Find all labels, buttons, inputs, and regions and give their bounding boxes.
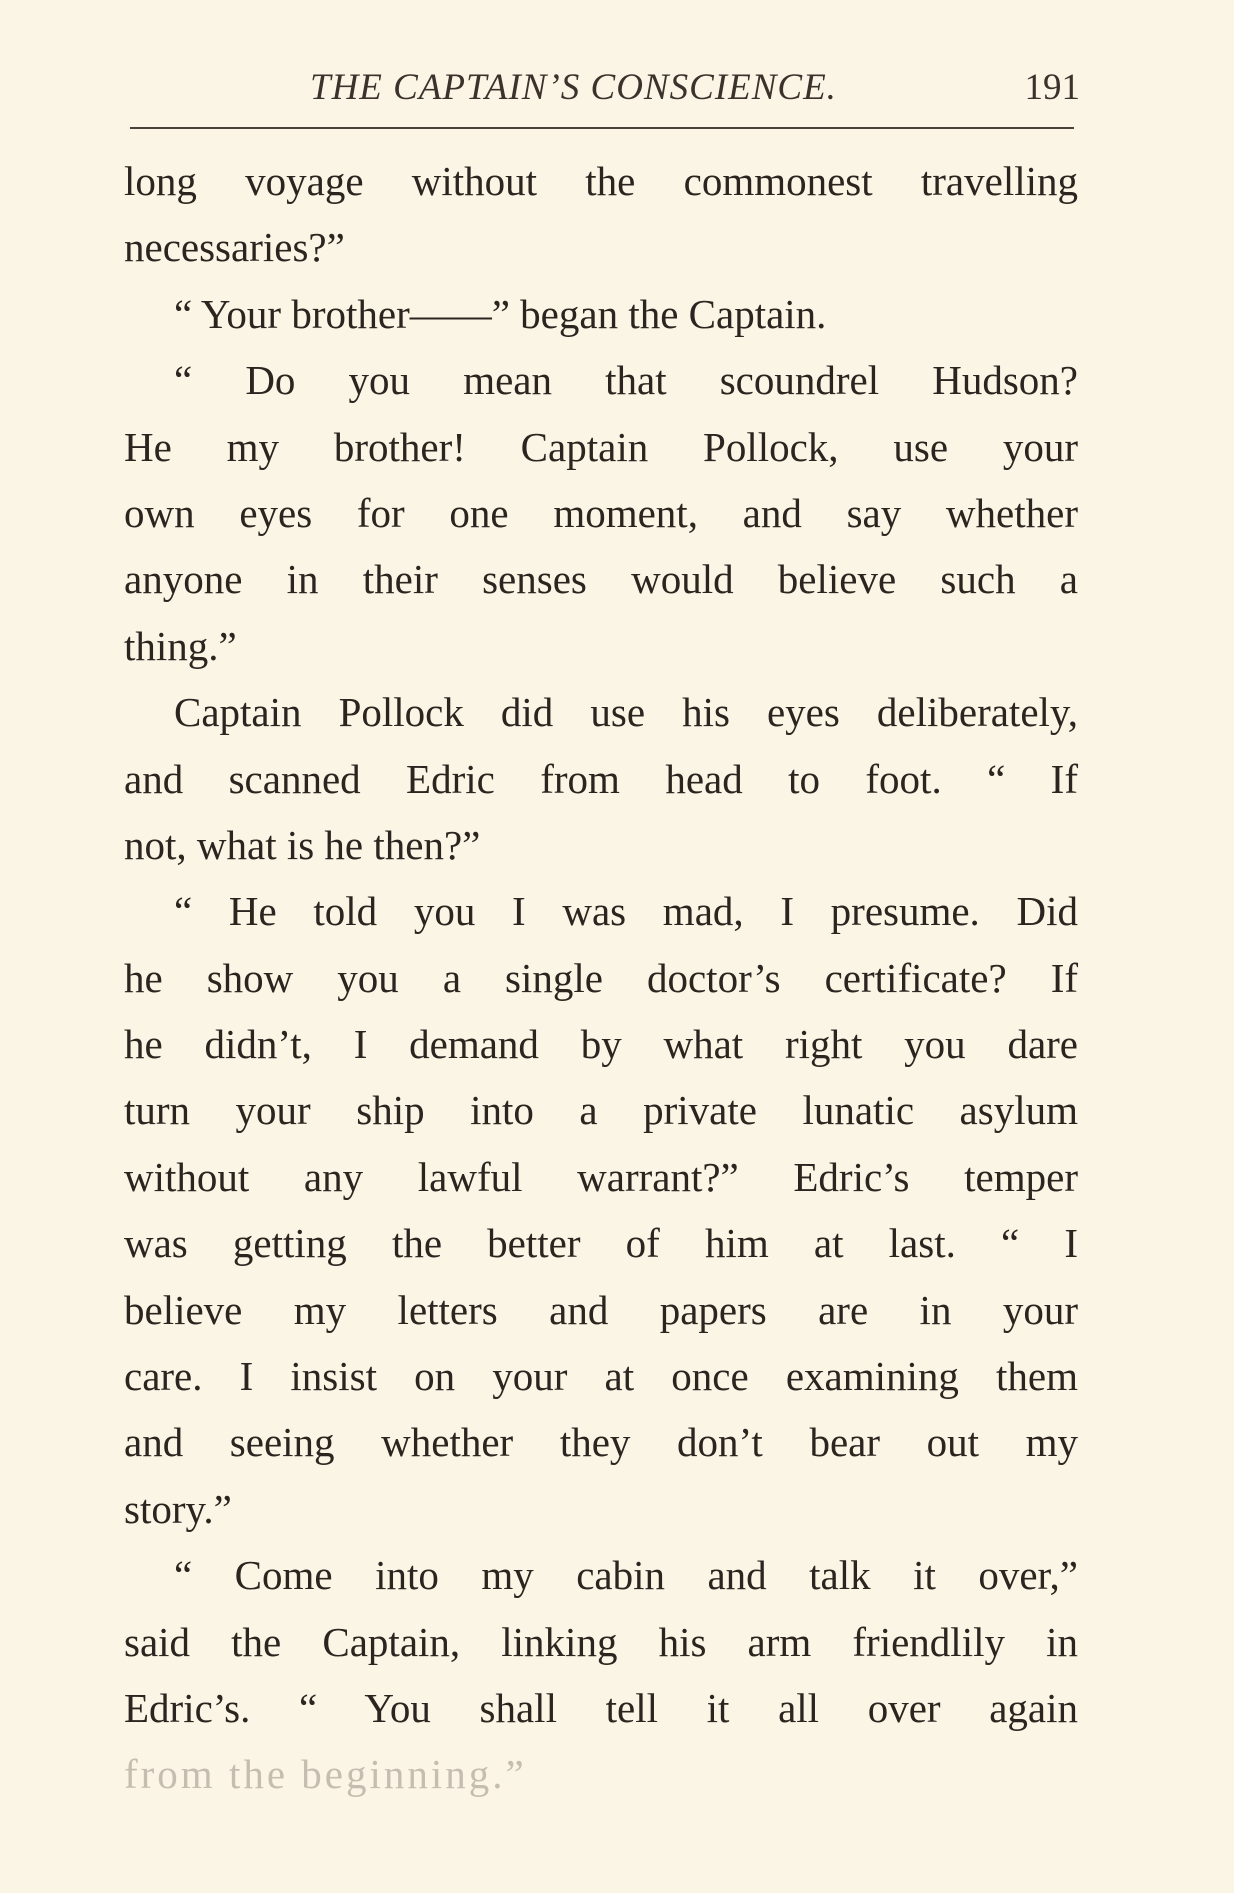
text-line: anyone in their senses would believe such a	[124, 556, 1078, 603]
header-rule	[130, 127, 1074, 129]
text-line: “ Do you mean that scoundrel Hudson?	[174, 357, 1078, 404]
text-line: he show you a single doctor’s certificate? If	[124, 954, 1078, 1001]
text-line: and scanned Edric from head to foot. “ If	[124, 755, 1078, 802]
text-line: not, what is he then?”	[124, 821, 481, 868]
text-line: care. I insist on your at once examining them	[124, 1353, 1078, 1400]
text-line: Edric’s. “ You shall tell it all over again	[124, 1684, 1078, 1731]
text-line: he didn’t, I demand by what right you dare	[124, 1021, 1078, 1068]
text-line: own eyes for one moment, and say whether	[124, 489, 1078, 536]
text-line: He my brother! Captain Pollock, use your	[124, 423, 1078, 470]
body-text	[124, 148, 1078, 1808]
text-line: was getting the better of him at last. “ I	[124, 1220, 1078, 1267]
text-line-faded: from the beginning.”	[124, 1751, 527, 1798]
page-number: 191	[1024, 67, 1080, 108]
text-line: turn your ship into a private lunatic asylum	[124, 1087, 1078, 1134]
text-line: necessaries?”	[124, 224, 345, 271]
text-line: Captain Pollock did use his eyes deliberately,	[174, 689, 1078, 736]
text-line: story.”	[124, 1485, 232, 1532]
text-line: believe my letters and papers are in your	[124, 1286, 1078, 1333]
text-line: and seeing whether they don’t bear out my	[124, 1419, 1078, 1466]
text-line: “ Come into my cabin and talk it over,”	[174, 1552, 1078, 1599]
text-line: long voyage without the commonest travelling	[124, 158, 1078, 204]
running-title: THE CAPTAIN’S CONSCIENCE.	[310, 67, 837, 108]
text-line: “ He told you I was mad, I presume. Did	[174, 888, 1078, 935]
running-head	[124, 58, 1080, 118]
text-line: without any lawful warrant?” Edric’s temper	[124, 1153, 1078, 1200]
text-line: thing.”	[124, 622, 237, 669]
text-line: said the Captain, linking his arm friendlily in	[124, 1618, 1078, 1665]
text-line: “ Your brother——” began the Captain.	[174, 290, 827, 337]
